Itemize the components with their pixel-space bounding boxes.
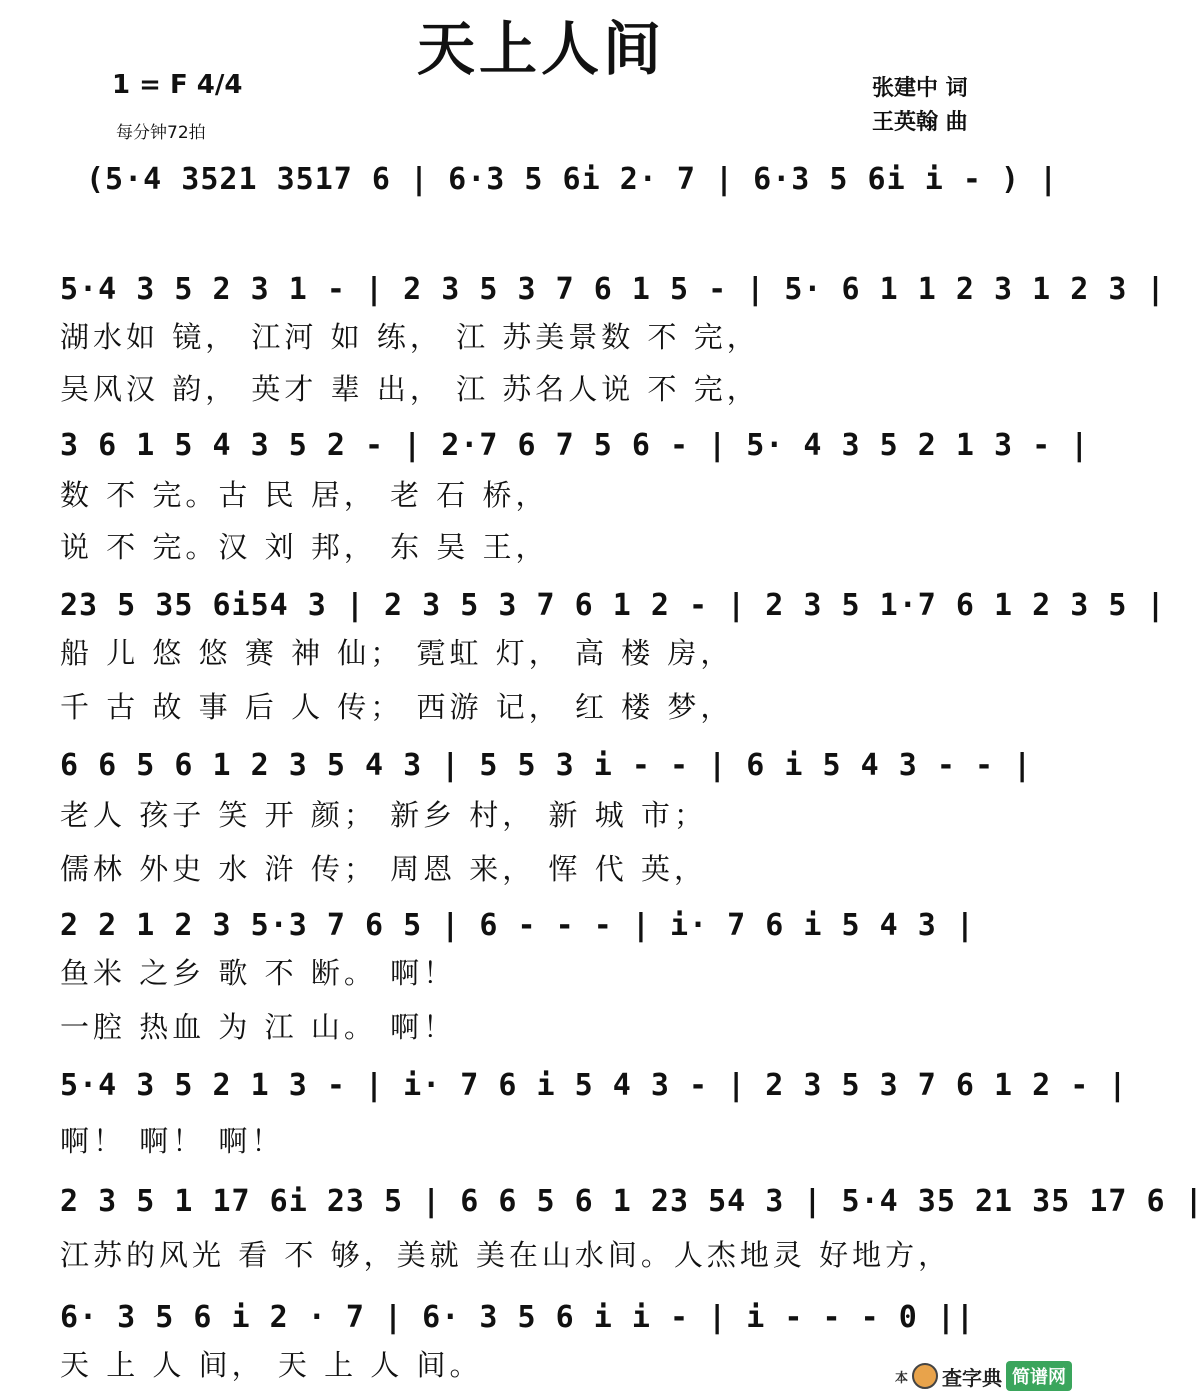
notation-line-8: 6· 3 5 6 i 2 · 7 | 6· 3 5 6 i i - | i - - - 0 || (60, 1300, 975, 1335)
lyric-line-8a: 天 上 人 间， 天 上 人 间。 (60, 1348, 483, 1382)
credits (872, 72, 968, 140)
key-signature: 1 = F 4/4 (112, 70, 243, 100)
lyric-line-5a: 鱼米 之乡 歌 不 断。 啊！ (60, 956, 457, 990)
watermark-prefix: 本 (894, 1370, 908, 1386)
intro-notation: (5·4 3521 3517 6 | 6·3 5 6i 2· 7 | 6·3 5 6i i - ) | (86, 162, 1059, 197)
watermark-badge: 简谱网 (1006, 1361, 1072, 1391)
lyric-line-4a: 老人 孩子 笑 开 颜； 新乡 村， 新 城 市； (60, 798, 707, 832)
lyric-line-1a: 湖水如 镜， 江河 如 练， 江 苏美景数 不 完， (60, 320, 760, 354)
mascot-icon (912, 1363, 938, 1389)
lyric-line-5b: 一腔 热血 为 江 山。 啊！ (60, 1010, 457, 1044)
lyric-line-6a: 啊！ 啊！ 啊！ (60, 1124, 285, 1158)
watermark-site: 查字典 (942, 1365, 1002, 1390)
lyric-line-4b: 儒林 外史 水 浒 传； 周恩 来， 恽 代 英， (60, 852, 707, 886)
lyric-line-3b: 千 古 故 事 后 人 传； 西游 记， 红 楼 梦， (60, 690, 734, 724)
song-title: 天上人间 (416, 15, 665, 83)
notation-line-6: 5·4 3 5 2 1 3 - | i· 7 6 i 5 4 3 - | 2 3 5 3 7 6 1 2 - | (60, 1068, 1128, 1103)
lyric-line-1b: 吴风汉 韵， 英才 辈 出， 江 苏名人说 不 完， (60, 372, 760, 406)
tempo-marking: 每分钟72拍 (116, 123, 206, 143)
notation-line-3: 23 5 35 6i54 3 | 2 3 5 3 7 6 1 2 - | 2 3 5 1·7 6 1 2 3 5 | (60, 588, 1166, 623)
notation-line-2: 3 6 1 5 4 3 5 2 - | 2·7 6 7 5 6 - | 5· 4 3 5 2 1 3 - | (60, 428, 1090, 463)
lyric-line-7a: 江苏的风光 看 不 够，美就 美在山水间。人杰地灵 好地方， (60, 1238, 952, 1272)
watermark (895, 1361, 1072, 1391)
notation-line-1: 5·4 3 5 2 3 1 - | 2 3 5 3 7 6 1 5 - | 5· 6 1 1 2 3 1 2 3 | (60, 272, 1166, 307)
notation-line-5: 2 2 1 2 3 5·3 7 6 5 | 6 - - - | i· 7 6 i 5 4 3 | (60, 908, 975, 943)
notation-line-4: 6 6 5 6 1 2 3 5 4 3 | 5 5 3 i - - | 6 i 5 4 3 - - | (60, 748, 1033, 783)
lyricist-credit: 张建中 词 (872, 76, 968, 101)
lyric-line-2a: 数 不 完。古 民 居， 老 石 桥， (60, 478, 549, 512)
notation-line-7: 2 3 5 1 17 6i 23 5 | 6 6 5 6 1 23 54 3 | 5·4 35 21 35 17 6 | (60, 1184, 1204, 1219)
composer-credit: 王英翰 曲 (872, 110, 968, 135)
lyric-line-3a: 船 儿 悠 悠 赛 神 仙； 霓虹 灯， 高 楼 房， (60, 636, 734, 670)
lyric-line-2b: 说 不 完。汉 刘 邦， 东 吴 王， (60, 530, 549, 564)
